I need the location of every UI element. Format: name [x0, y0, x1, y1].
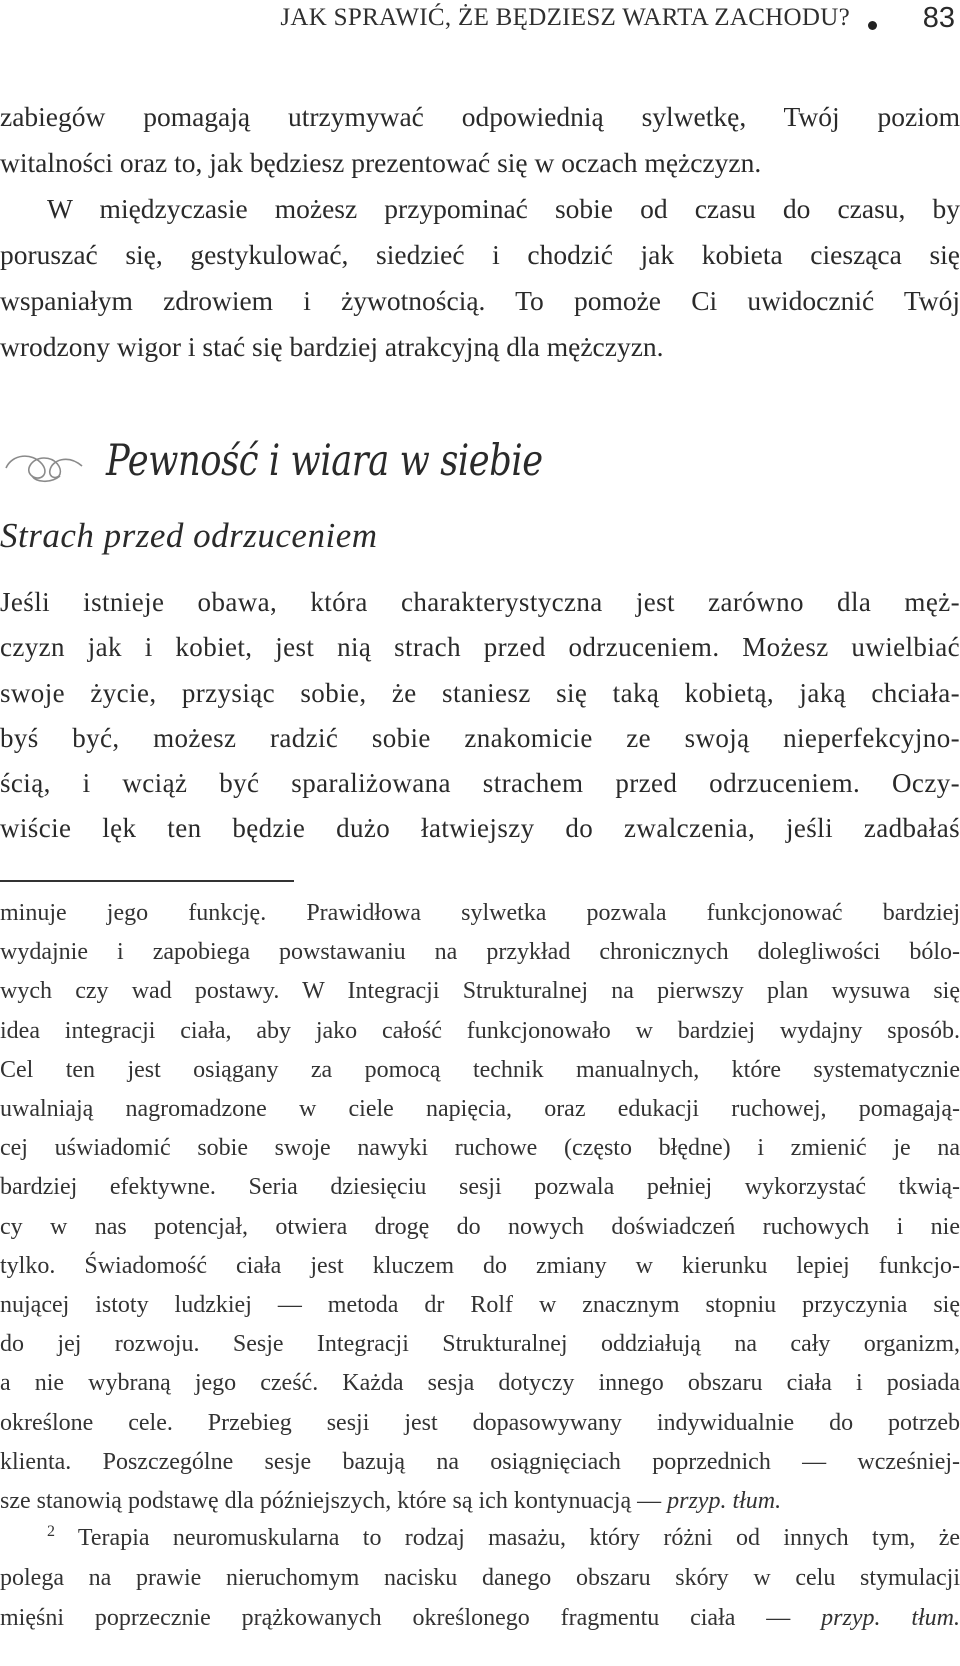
page-number: 83: [922, 2, 955, 34]
footnote-line: bardziej efektywne. Seria dziesięciu sesji pozwala pełniej wykorzystać tkwią-: [0, 1174, 960, 1201]
sub-heading: Strach przed odrzuceniem: [0, 516, 378, 555]
bullet-dot-icon: [868, 21, 877, 30]
paragraph-vitality: [0, 94, 960, 370]
footnote-line: polega na prawie nieruchomym nacisku danego obszaru skóry w celu stymulacji: [0, 1565, 960, 1591]
footnote-2: [0, 1518, 960, 1638]
text-line: W międzyczasie możesz przypominać sobie od czasu do czasu, by: [47, 193, 960, 224]
footnote-divider: [0, 880, 294, 882]
footnote-line: wydajnie i zapobiega powstawaniu na przykład chronicznych dolegliwości bólo-: [0, 939, 960, 966]
footnote-line: cej uświadomić sobie swoje nawyki ruchowe (często błędne) i zmienić je na: [0, 1135, 960, 1162]
section-title: Pewność i wiara w siebie: [106, 436, 543, 486]
footnote-1: [0, 894, 960, 1521]
footnote-line: tylko. Świadomość ciała jest kluczem do zmiany w kierunku lepiej funkcjo-: [0, 1252, 960, 1279]
running-header: [0, 0, 960, 40]
text-line: wspaniałym zdrowiem i żywotnością. To pomoże Ci uwidocznić Twój: [0, 285, 960, 316]
footnote-line: idea integracji ciała, aby jako całość funkcjonowało w bardziej wydajny sposób.: [0, 1017, 960, 1044]
footnote-line: do jej rozwoju. Sesje Integracji Strukturalnej oddziałują na cały organizm,: [0, 1331, 960, 1358]
footnote-number: 2: [47, 1523, 55, 1540]
footnote-text: mięśni poprzecznie prążkowanych określonego fragmentu ciała —: [0, 1605, 791, 1631]
section-heading: [0, 436, 960, 500]
text-line: wiście lęk ten będzie dużo łatwiejszy do zwalczenia, jeśli zadbałaś: [0, 813, 960, 844]
footnote-line: [0, 1598, 960, 1638]
translator-note: przyp. tłum.: [667, 1488, 782, 1515]
footnote-line: [0, 1482, 960, 1521]
footnote-line: nującej istoty ludzkiej — metoda dr Rolf w znacznym stopniu przyczynia się: [0, 1292, 960, 1319]
footnote-text: sze stanowią podstawę dla późniejszych, które są ich kontynuacją —: [0, 1488, 662, 1515]
running-title: JAK SPRAWIĆ, ŻE BĘDZIESZ WARTA ZACHODU?: [280, 4, 850, 31]
text-line: wrodzony wigor i stać się bardziej atrakcyjną dla mężczyzn.: [0, 331, 664, 362]
text-line: witalności oraz to, jak będziesz prezentować się w oczach mężczyzn.: [0, 147, 762, 178]
footnote-text: Terapia neuromuskularna to rodzaj masażu, który różni od innych tym, że: [77, 1525, 960, 1551]
text-line: zabiegów pomagają utrzymywać odpowiednią sylwetkę, Twój poziom: [0, 101, 960, 132]
text-line: byś być, możesz radzić sobie znakomicie ze swoją nieperfekcyjno-: [0, 722, 960, 753]
text-line: ścią, i wciąż być sparaliżowana strachem przed odrzuceniem. Oczy-: [0, 768, 960, 799]
text-line: poruszać się, gestykulować, siedzieć i chodzić jak kobieta ciesząca się: [0, 239, 960, 270]
footnote-line: cy w nas potencjał, otwiera drogę do nowych doświadczeń ruchowych i nie: [0, 1213, 960, 1240]
text-line: swoje życie, przysiąc sobie, że staniesz się taką kobietą, jaką chciała-: [0, 677, 960, 708]
text-line: Jeśli istnieje obawa, która charakterystyczna jest zarówno dla męż-: [0, 587, 960, 617]
footnote-line: wych czy wad postawy. W Integracji Strukturalnej na pierwszy plan wysuwa się: [0, 978, 960, 1005]
footnote-line: minuje jego funkcję. Prawidłowa sylwetka pozwala funkcjonować bardziej: [0, 900, 960, 926]
footnote-line: a nie wybraną jego cześć. Każda sesja dotyczy innego obszaru ciała i posiada: [0, 1370, 960, 1397]
translator-note: przyp. tłum.: [821, 1605, 960, 1631]
flourish-ornament-icon: [2, 446, 86, 491]
text-line: czyzn jak i kobiet, jest nią strach przed odrzuceniem. Możesz uwielbiać: [0, 632, 960, 663]
paragraph-fear-of-rejection: [0, 580, 960, 852]
footnote-line: Cel ten jest osiągany za pomocą technik manualnych, które systematycznie: [0, 1056, 960, 1083]
footnote-line: [0, 1518, 960, 1558]
footnote-line: klienta. Poszczególne sesje bazują na osiągnięciach poprzednich — wcześniej-: [0, 1448, 960, 1475]
footnote-line: uwalniają nagromadzone w ciele napięcia, oraz edukacji ruchowej, pomagają-: [0, 1096, 960, 1123]
footnote-line: określone cele. Przebieg sesji jest dopasowywany indywidualnie do potrzeb: [0, 1409, 960, 1436]
